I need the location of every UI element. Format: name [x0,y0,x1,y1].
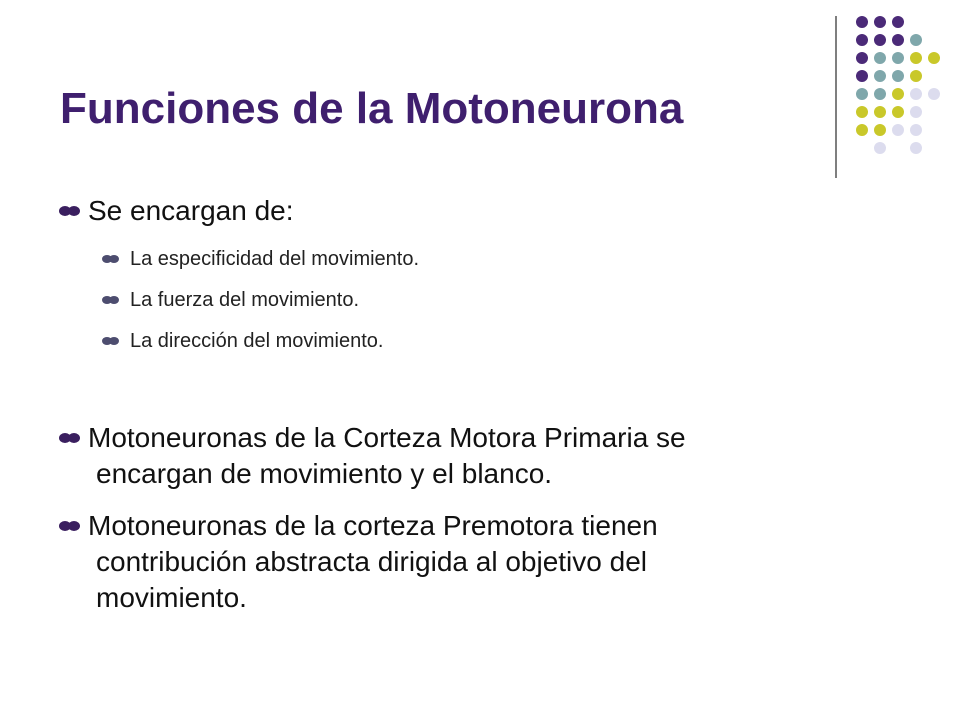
dot [892,16,904,28]
bullet-item [88,420,686,492]
bullet-item [88,193,294,229]
bullet-text-line: Motoneuronas de la Corteza Motora Primaria se [88,422,686,453]
dot [928,52,940,64]
dot [874,52,886,64]
dot [856,16,868,28]
bullet-text-line: contribución abstracta dirigida al objetivo del [96,546,647,577]
sub-bullet-item [130,287,359,313]
dot [910,106,922,118]
bullet-marker-icon [56,420,84,456]
dot [874,88,886,100]
bullet-text-line: movimiento. [96,582,247,613]
sub-bullet-marker-icon [98,287,124,313]
dot [910,88,922,100]
dot [856,34,868,46]
dot [892,34,904,46]
dot [892,88,904,100]
dot [856,88,868,100]
dot [892,124,904,136]
dot [856,70,868,82]
bullet-text: Se encargan de: [88,195,294,226]
dot [856,106,868,118]
sub-bullet-item [130,246,419,272]
dot [874,34,886,46]
dot [856,124,868,136]
bullet-marker-icon [56,508,84,544]
sub-bullet-text: La fuerza del movimiento. [130,289,360,311]
dot [874,142,886,154]
sub-bullet-text: La dirección del movimiento. [130,330,384,352]
dot [928,88,940,100]
dot [910,34,922,46]
bullet-text-line: Motoneuronas de la corteza Premotora tienen [88,510,658,541]
dot [910,124,922,136]
bullet-marker-icon [56,193,84,229]
bullet-item [88,508,658,616]
dot [910,142,922,154]
sub-bullet-text: La especificidad del movimiento. [130,248,420,270]
dot [856,52,868,64]
dot [910,70,922,82]
bullet-text-line: encargan de movimiento y el blanco. [96,458,553,489]
dot [892,52,904,64]
dot [892,106,904,118]
sub-bullet-marker-icon [98,328,124,354]
dot [874,124,886,136]
dot [874,16,886,28]
slide-title: Funciones de la Motoneurona [60,84,684,133]
sub-bullet-marker-icon [98,246,124,272]
dot [892,70,904,82]
sub-bullet-item [130,328,383,354]
dot [874,70,886,82]
dot [874,106,886,118]
dot [910,52,922,64]
